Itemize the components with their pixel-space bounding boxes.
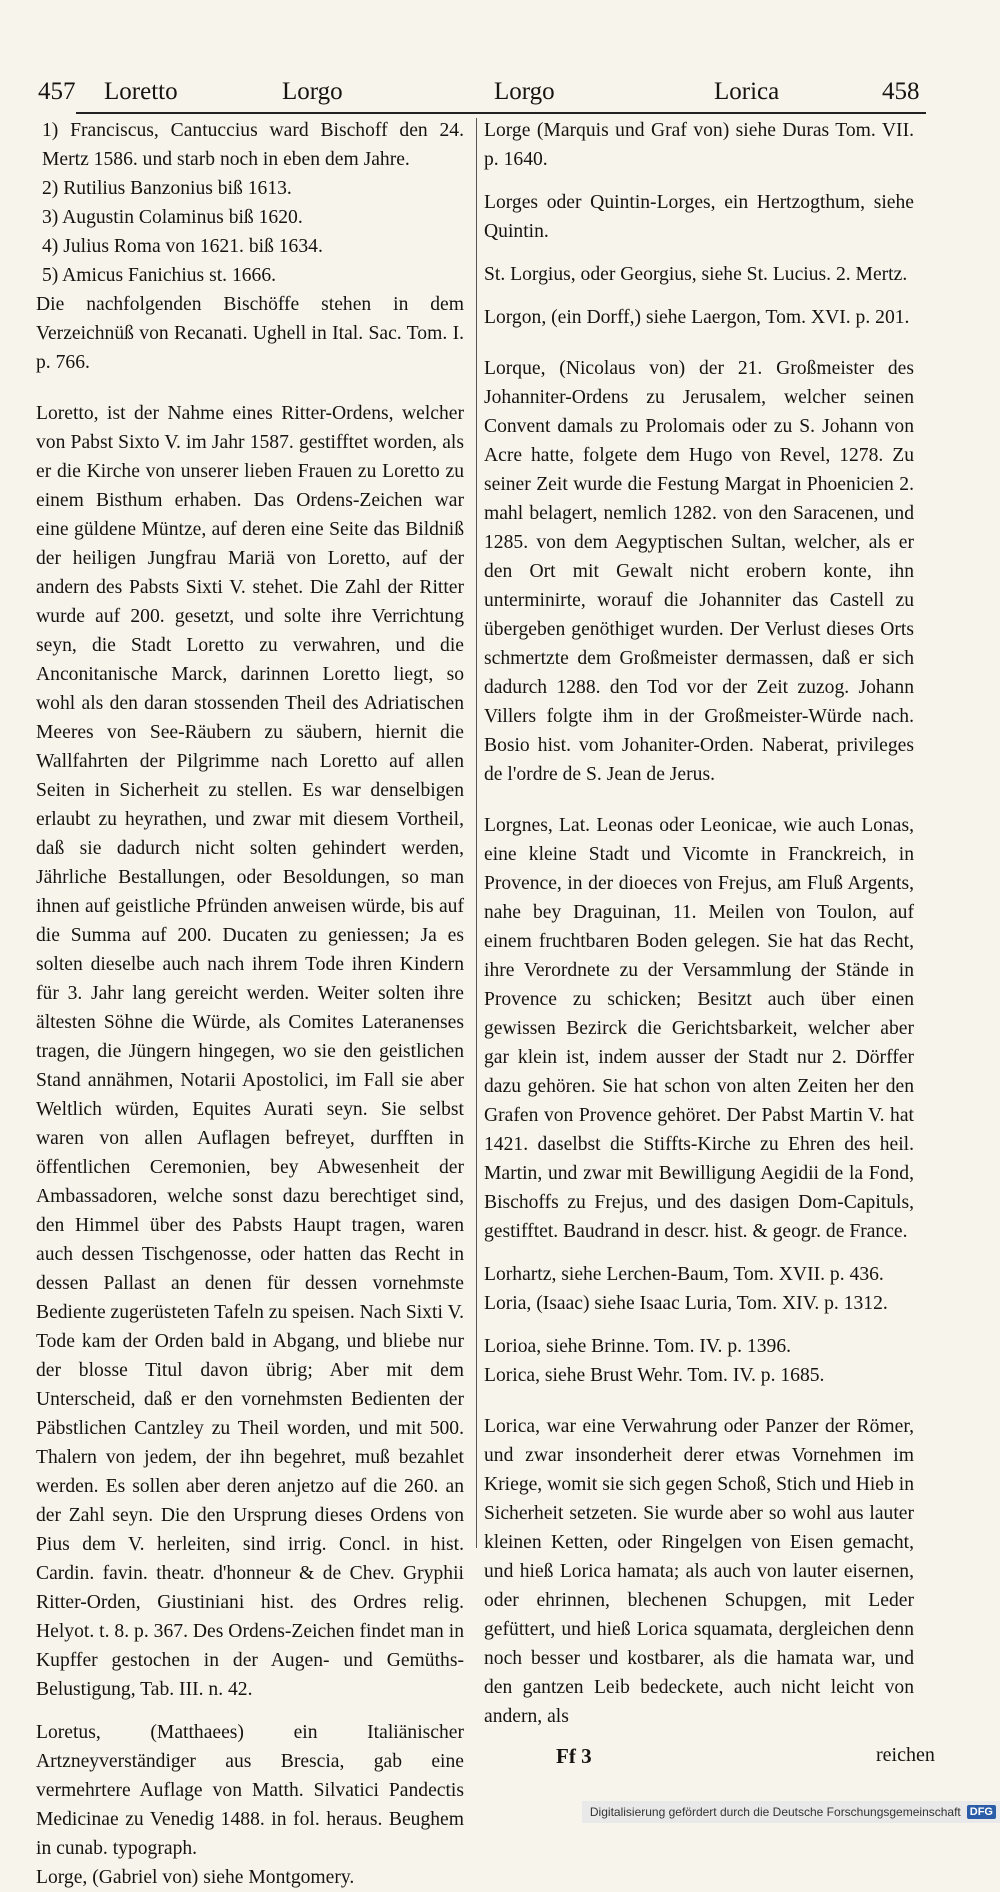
entry-lorge-gabriel: Lorge, (Gabriel von) siehe Montgomery. xyxy=(36,1867,355,1888)
dfg-logo: DFG xyxy=(967,1805,996,1819)
left-column xyxy=(36,116,464,1892)
right-column xyxy=(484,116,914,1731)
entry-lorioa: Lorioa, siehe Brinne. Tom. IV. p. 1396. xyxy=(484,1336,792,1357)
page-number-left: 457 xyxy=(38,78,76,105)
catchword: reichen xyxy=(876,1744,935,1766)
list-item: 3) Augustin Colaminus biß 1620. xyxy=(42,207,303,228)
header-rule xyxy=(76,112,926,114)
head-word-center-left: Lorgo xyxy=(282,78,343,105)
list-item: 1) Franciscus, Cantuccius ward Bischoff den 24. Mertz 1586. und starb noch in eben dem Jahre. xyxy=(42,120,464,170)
paragraph: Die nachfolgenden Bischöffe stehen in dem Verzeichnüß von Recanati. Ughell in Ital. Sac. Tom. I. p. 766. xyxy=(36,294,464,373)
signature-mark: Ff 3 xyxy=(556,1744,592,1768)
list-item: 2) Rutilius Banzonius biß 1613. xyxy=(42,178,292,199)
page-number-right: 458 xyxy=(882,78,920,105)
entry-lorgon: Lorgon, (ein Dorff,) siehe Laergon, Tom. XVI. p. 201. xyxy=(484,307,910,328)
running-header xyxy=(38,78,926,112)
entry-lorgnes: Lorgnes, Lat. Leonas oder Leonicae, wie auch Lonas, eine kleine Stadt und Vicomte in Franckreich, in Provence, in der dioeces von Frejus, am Fluß Argents, nahe bey Draguinan, 11. Meilen von Toulon, auf einem fruchtbaren Boden gelegen. Sie hat das Recht, ihre Verordnete zu der Versammlung der Stände in Provence zu schicken; Besitzt auch über einen gewissen Bezirck die Gerichtsbarkeit, welcher aber gar klein ist, indem ausser der Stadt nur 2. Dörffer dazu gehören. Sie hat schon von alten Zeiten her den Grafen von Provence gehöret. Der Pabst Martin V. hat 1421. daselbst die Stiffts-Kirche zu Ehren des heil. Martin, und zwar mit Bewilligung Aegidii de la Fond, Bischoffs zu Frejus, und des dasigen Dom-Capituls, gestifftet. Baudrand in descr. hist. & geogr. de France. xyxy=(484,815,914,1242)
head-word-left: Loretto xyxy=(104,78,178,105)
entry-loretto: Loretto, ist der Nahme eines Ritter-Ordens, welcher von Pabst Sixto V. im Jahr 1587. gestifftet worden, als er die Kirche von unserer lieben Frauen zu Loretto zu einem Bisthum erhaben. Das Ordens-Zeichen war eine güldene Müntze, auf deren eine Seite das Bildniß der heiligen Jungfrau Mariä von Loretto, auf der andern des Pabsts Sixti V. stehet. Die Zahl der Ritter wurde auf 200. gesetzt, und solte ihre Verrichtung seyn, die Stadt Loretto zu verwahren, und die Anconitanische Marck, darinnen Loretto liegt, so wohl als den daran stossenden Theil des Adriatischen Meeres von See-Räubern zu säubern, hiernit die Wallfahrten der Pilgrimme nach Loretto auf allen Seiten in Sicherheit zu stellen. Es war denselbigen erlaubt zu heyrathen, und zwar mit diesem Vortheil, daß sie dadurch nicht solten gehindert werden, Jährliche Bestallungen, oder Besoldungen, so man ihnen auf geistliche Pfründen anweisen würde, bis auf die Summa auf 200. Ducaten zu geniessen; Ja es solten dieselbe auch nach ihrem Tode ihren Kindern für 3. Jahr lang gereicht werden. Weiter solten ihre ältesten Söhne die Würde, als Comites Lateranenses tragen, die Jüngern hingegen, wo sie den geistlichen Stand annähmen, Notarii Apostolici, im Fall sie aber Weltlich würden, Equites Aurati seyn. Sie selbst waren von allen Auflagen befreyet, durfften in öffentlichen Ceremonien, bey Abwesenheit der Ambassadoren, welche sonst dazu berechtiget sind, den Himmel über des Pabsts Haupt tragen, waren auch dessen Tischgenosse, oder hatten das Recht in dessen Pallast an denen für dessen vornehmste Bediente zugerüsteten Tafeln zu speisen. Nach Sixti V. Tode kam der Orden bald in Abgang, und bliebe nur der blosse Titul davon übrig; Aber mit dem Unterscheid, daß er den vornehmsten Bedienten der Päbstlichen Cantzley zu Theil worden, und mit 500. Thalern von jedem, der ihn begehret, muß bezahlet werden. Es sollen aber deren anjetzo auf die 260. an der Zahl seyn. Die den Ursprung dieses Ordens von Pius dem V. herleiten, sind irrig. Concl. in hist. Cardin. favin. theatr. d'honneur & de Chev. Gryphii Ritter-Orden, Giustiniani hist. des Ordres relig. Helyot. t. 8. p. 367. Des Ordens-Zeichen findet man in Kupffer gestochen in der Augen- und Gemüths-Belustigung, Tab. III. n. 42. xyxy=(36,403,464,1700)
entry-loria: Loria, (Isaac) siehe Isaac Luria, Tom. XIV. p. 1312. xyxy=(484,1293,888,1314)
entry-st-lorgius: St. Lorgius, oder Georgius, siehe St. Lucius. 2. Mertz. xyxy=(484,264,908,285)
entry-lorge-marquis: Lorge (Marquis und Graf von) siehe Duras Tom. VII. p. 1640. xyxy=(484,120,914,170)
digitization-footer xyxy=(582,1801,1000,1823)
footer-text: Digitalisierung gefördert durch die Deutsche Forschungsgemeinschaft xyxy=(589,1805,961,1819)
entry-lorhartz: Lorhartz, siehe Lerchen-Baum, Tom. XVII. p. 436. xyxy=(484,1264,884,1285)
entry-lorica: Lorica, war eine Verwahrung oder Panzer der Römer, und zwar insonderheit derer etwas Vornehmen im Kriege, womit sie sich gegen Schoß, Stich und Hieb in Sicherheit setzeten. Sie wurde aber so wohl aus lauter kleinen Ketten, oder Ringelgen von Eisen gemacht, und hieß Lorica hamata; als auch von lauter eisernen, oder ehrinnen, blechenen Schupgen, mit Leder gefüttert, und hieß Lorica squamata, dergleichen denn noch besser und kostbarer, als die hamata war, und den gantzen Leib bedeckete, auch nicht leicht von andern, als xyxy=(484,1416,914,1727)
list-item: 4) Julius Roma von 1621. biß 1634. xyxy=(42,236,323,257)
head-word-right: Lorica xyxy=(714,78,780,105)
column-divider xyxy=(476,118,477,1548)
entry-lorque: Lorque, (Nicolaus von) der 21. Großmeister des Johanniter-Ordens zu Jerusalem, welcher seinen Convent damals zu Prolomais oder zu S. Johann von Acre hatte, folgete dem Hugo von Revel, 1278. Zu seiner Zeit wurde die Festung Margat in Phoenicien 2. mahl belagert, nemlich 1282. von den Saracenen, und 1285. von dem Aegyptischen Sultan, welcher, als er den Ort mit Gewalt nicht erobern konte, ihn unterminirte, worauf die Johanniter das Castell zu übergeben genöthiget wurden. Der Verlust dieses Orts schmertzte dem Großmeister dermassen, daß er sich dadurch 1288. den Tod vor der Zeit zuzog. Johann Villers folgte ihm in der Großmeister-Würde nach. Bosio hist. vom Johaniter-Orden. Naberat, privileges de l'ordre de S. Jean de Jerus. xyxy=(484,358,914,785)
head-word-center-right: Lorgo xyxy=(494,78,555,105)
list-item: 5) Amicus Fanichius st. 1666. xyxy=(42,265,277,286)
entry-lorica-ref: Lorica, siehe Brust Wehr. Tom. IV. p. 1685. xyxy=(484,1365,825,1386)
entry-loretus: Loretus, (Matthaees) ein Italiänischer Artzneyverständiger aus Brescia, gab eine vermehrtere Auflage von Matth. Silvatici Pandectis Medicinae zu Venedig 1488. in fol. heraus. Beughem in cunab. typograph. xyxy=(36,1722,464,1859)
entry-lorges: Lorges oder Quintin-Lorges, ein Hertzogthum, siehe Quintin. xyxy=(484,192,914,242)
